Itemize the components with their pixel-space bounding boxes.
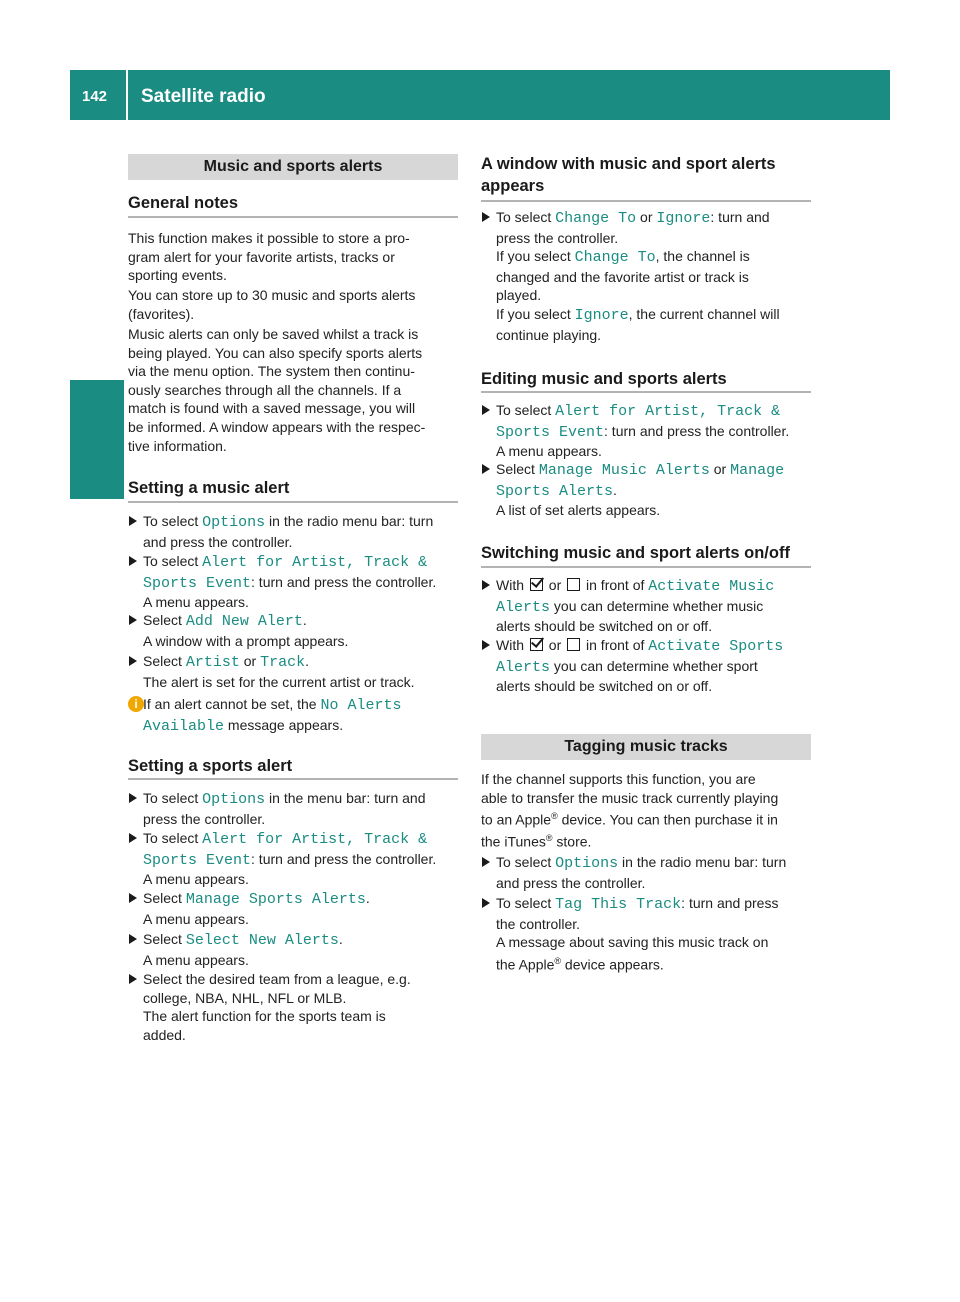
paragraph-general-3: Music alerts can only be saved whilst a track is being played. You can also specify sports alerts via the menu option. The system then continu- ously searches through all the channels. If a match is found with a saved message, you will be informed. A window appears with the respec- tive information. [128,326,426,454]
paragraph-general-1: This function makes it possible to store a pro- gram alert for your favorite artists, tracks or sporting events. [128,230,410,284]
arrow-right-icon [482,580,490,590]
section-band-music-sports-alerts: Music and sports alerts [128,154,458,180]
heading-editing-alerts: Editing music and sports alerts [481,370,727,388]
checkbox-unchecked-icon [567,578,580,591]
step-window-1: To select Change To or Ignore: turn and press the controller. If you select Change To, the channel is changed and the favorite artist or track is played. If you select Ignore, the current channel will continue playing. [481,208,814,344]
step-music-4: Select Artist or Track. The alert is set for the current artist or track. [128,652,461,691]
checkbox-checked-icon [530,578,543,591]
arrow-right-icon [482,212,490,222]
divider [481,200,811,202]
arrow-right-icon [129,516,137,526]
arrow-right-icon [129,893,137,903]
arrow-right-icon [482,857,490,867]
step-sports-2: To select Alert for Artist, Track & Sports Event: turn and press the controller. A menu appears. [128,829,461,889]
step-music-3: Select Add New Alert. A window with a prompt appears. [128,611,461,650]
divider [128,216,458,218]
heading-general-notes: General notes [128,194,239,212]
step-music-2: To select Alert for Artist, Track & Sports Event: turn and press the controller. A menu appears. [128,552,461,612]
step-sports-3: Select Manage Sports Alerts. A menu appears. [128,889,461,928]
heading-setting-music-alert: Setting a music alert [128,479,290,497]
arrow-right-icon [482,405,490,415]
step-sports-1: To select Options in the menu bar: turn and press the controller. [128,789,461,828]
arrow-right-icon [129,974,137,984]
heading-window-appears: A window with music and sport alerts appears [481,155,776,195]
side-tab-label: Radio [94,417,117,476]
info-note: If an alert cannot be set, the No Alerts Available message appears. [143,696,402,735]
checkbox-unchecked-icon [567,638,580,651]
arrow-right-icon [129,833,137,843]
arrow-right-icon [129,556,137,566]
step-editing-2: Select Manage Music Alerts or Manage Sports Alerts. A list of set alerts appears. [481,460,814,520]
arrow-right-icon [129,615,137,625]
paragraph-tagging: If the channel supports this function, you are able to transfer the music track currently playing to an Apple® device. You can then purchase it in the iTunes® store. [481,771,779,851]
heading-switching-alerts: Switching music and sport alerts on/off [481,544,790,562]
step-music-1: To select Options in the radio menu bar: turn and press the controller. [128,512,461,551]
step-switching-1: With or in front of Activate Music Alerts you can determine whether music alerts should be switched on or off. [481,576,814,636]
arrow-right-icon [482,898,490,908]
step-tagging-2: To select Tag This Track: turn and press the controller. A message about saving this music track on the Apple® device appears. [481,894,814,974]
divider [481,391,811,393]
info-icon: i [128,696,144,712]
step-sports-5: Select the desired team from a league, e.g. college, NBA, NHL, NFL or MLB. The alert function for the sports team is added. [128,970,461,1044]
arrow-right-icon [129,656,137,666]
heading-setting-sports-alert: Setting a sports alert [128,757,293,775]
arrow-right-icon [482,640,490,650]
paragraph-general-2: You can store up to 30 music and sports alerts (favorites). [128,287,416,322]
checkbox-checked-icon [530,638,543,651]
chapter-title: Satellite radio [141,86,266,107]
arrow-right-icon [482,464,490,474]
arrow-right-icon [129,934,137,944]
step-tagging-1: To select Options in the radio menu bar: turn and press the controller. [481,853,814,892]
divider [128,778,458,780]
divider [128,501,458,503]
step-editing-1: To select Alert for Artist, Track & Sports Event: turn and press the controller. A menu appears. [481,401,814,461]
header-divider [126,70,128,120]
page-number: 142 [82,88,108,105]
arrow-right-icon [129,793,137,803]
section-band-tagging: Tagging music tracks [481,734,811,760]
step-sports-4: Select Select New Alerts. A menu appears. [128,930,461,969]
step-switching-2: With or in front of Activate Sports Alerts you can determine whether sport alerts should be switched on or off. [481,636,814,696]
divider [481,566,811,568]
